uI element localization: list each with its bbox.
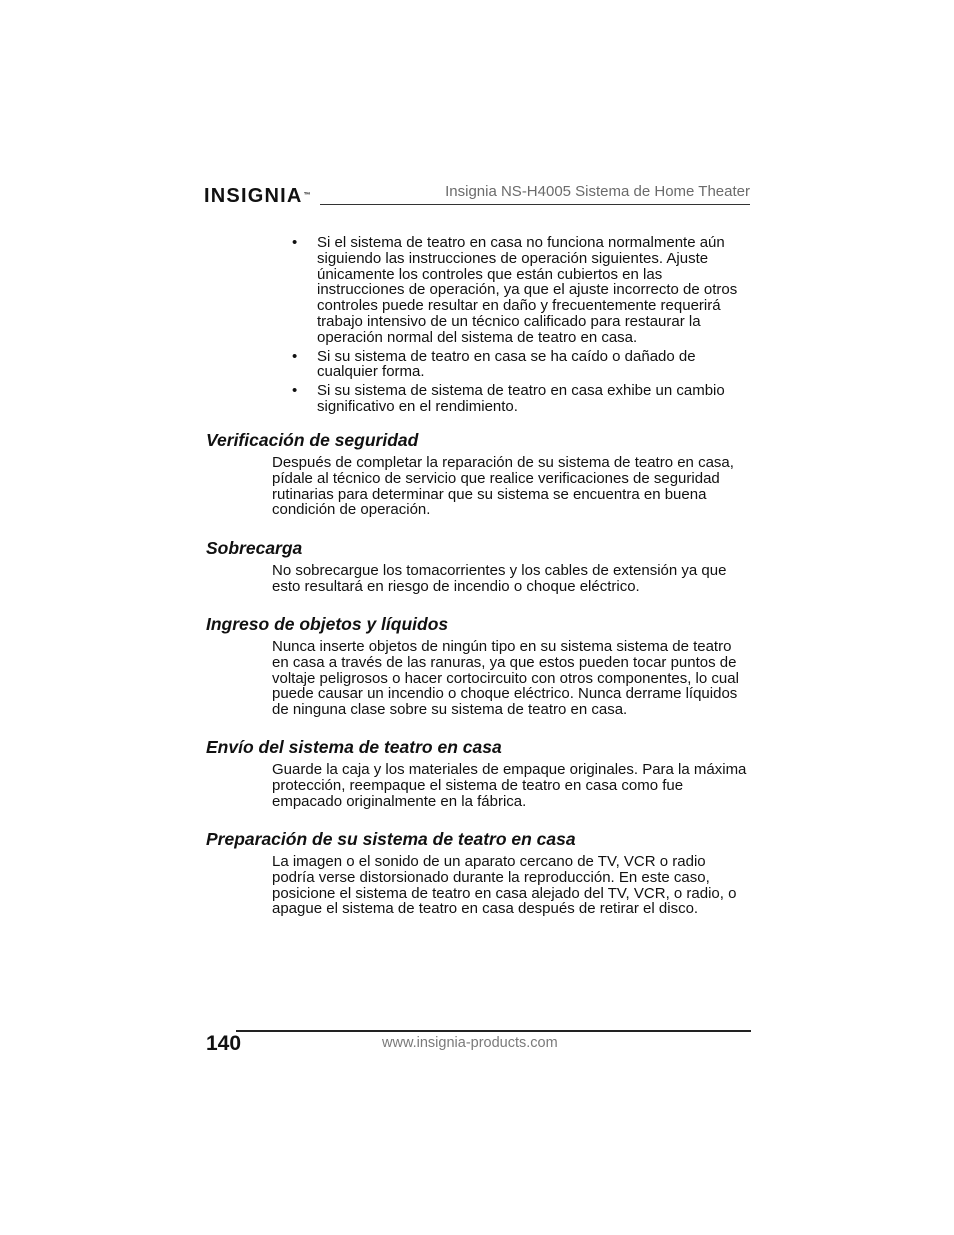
header-rule — [320, 204, 750, 205]
section-safety-check — [206, 430, 752, 518]
insignia-logo — [204, 186, 311, 206]
condition-bullet-list — [292, 235, 752, 418]
bullet-item — [292, 383, 752, 415]
section-preparation — [206, 829, 752, 917]
bullet-symbol: • — [292, 382, 298, 400]
bullet-text: Si su sistema de teatro en casa se ha caído o dañado de cualquier forma. — [317, 347, 696, 381]
section-body: La imagen o el sonido de un aparato cercano de TV, VCR o radio podría verse distorsionado durante la reproducción. En este caso, posicione el sistema de teatro en casa alejado del TV, VCR, o radio, o apague el sistema de teatro en casa después de retirar el disco. — [272, 853, 737, 918]
logo-trademark: ™ — [303, 192, 311, 199]
bullet-symbol: • — [292, 234, 298, 251]
section-shipping — [206, 737, 752, 809]
section-body: Después de completar la reparación de su sistema de teatro en casa, pídale al técnico de servicio que realice verificaciones de seguridad rutinarias para determinar que su sistema se encuentra en buena condición de operación. — [272, 454, 734, 519]
page-number: 140 — [206, 1032, 242, 1055]
bullet-item — [292, 349, 752, 381]
section-object-liquid-entry — [206, 614, 752, 718]
bullet-text: Si el sistema de teatro en casa no funciona normalmente aún siguiendo las instrucciones de operación siguientes. Ajuste únicamente los controles que están cubiertos en las instrucciones de operación, ya que el ajuste incorrecto de otros controles puede resultar en daño y frecuentemente requerirá trabajo intensivo de un técnico calificado para restaurar la operación normal del sistema de teatro en casa. — [317, 234, 738, 346]
section-body: Guarde la caja y los materiales de empaque originales. Para la máxima protección, reempaque el sistema de teatro en casa como fue empacado originalmente en la fábrica. — [272, 761, 747, 810]
page-header — [204, 180, 750, 210]
section-heading: Sobrecarga — [206, 538, 303, 558]
logo-text: INSIGNIA — [204, 185, 303, 207]
section-body: No sobrecargue los tomacorrientes y los cables de extensión ya que esto resultará en riesgo de incendio o choque eléctrico. — [272, 562, 727, 595]
footer-url: www.insignia-products.com — [382, 1035, 558, 1051]
section-heading: Envío del sistema de teatro en casa — [206, 737, 502, 757]
section-overload — [206, 538, 752, 595]
header-title: Insignia NS-H4005 Sistema de Home Theater — [445, 183, 750, 200]
section-heading: Ingreso de objetos y líquidos — [206, 614, 449, 634]
bullet-item — [292, 235, 752, 346]
section-heading: Preparación de su sistema de teatro en casa — [206, 829, 576, 849]
section-heading: Verificación de seguridad — [206, 430, 419, 450]
section-body: Nunca inserte objetos de ningún tipo en su sistema sistema de teatro en casa a través de las ranuras, ya que estos pueden tocar puntos de voltaje peligrosos o hacer cortocircuito con otros componentes, lo cual puede causar un incendio o choque eléctrico. Nunca derrame líquidos de ninguna clase sobre su sistema de teatro en casa. — [272, 638, 739, 719]
bullet-text: Si su sistema de sistema de teatro en casa exhibe un cambio significativo en el rendimiento. — [317, 382, 725, 415]
bullet-symbol: • — [292, 347, 298, 365]
footer-rule — [236, 1030, 751, 1032]
